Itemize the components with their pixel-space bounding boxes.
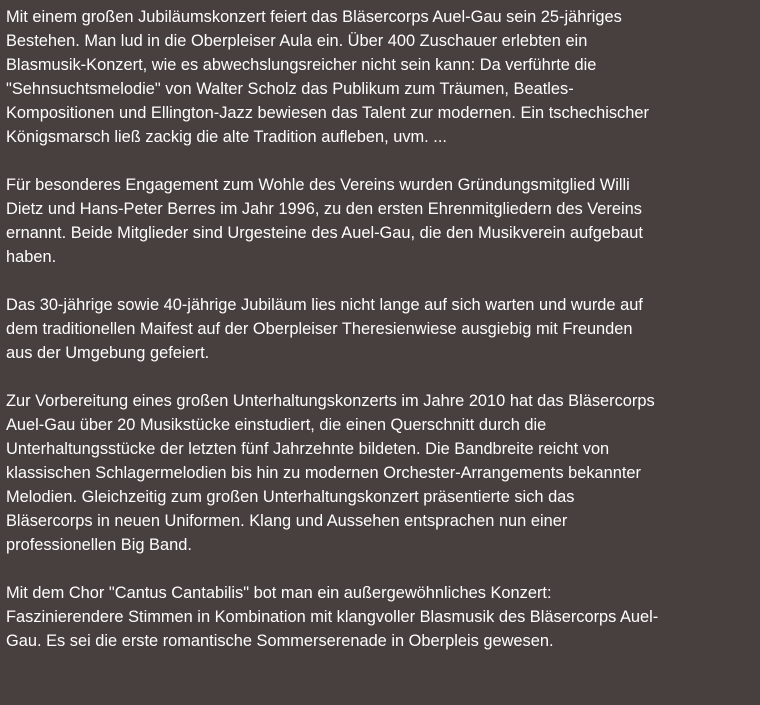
paragraph-choir-concert: Mit dem Chor "Cantus Cantabilis" bot man ein außergewöhnliches Konzert: Faszinierendere Stimmen in Kombination mit klangvoller Blasmusik des Bläsercorps Auel- Gau. Es sei die erste romantische Sommerserenade in Oberpleis gewesen.: [6, 584, 659, 650]
paragraph-honorary-members: Für besonderes Engagement zum Wohle des Vereins wurden Gründungsmitglied Willi Dietz und Hans-Peter Berres im Jahr 1996, zu den ersten Ehrenmitgliedern des Vereins ernannt. Beide Mitglieder sind Urgesteine des Auel-Gau, die den Musikverein aufgebaut haben.: [6, 176, 643, 266]
paragraph-entertainment-concert: Zur Vorbereitung eines großen Unterhaltungskonzerts im Jahre 2010 hat das Bläsercorps Auel-Gau über 20 Musikstücke einstudiert, die einen Querschnitt durch die Unterhaltungsstücke der letzten fünf Jahrzehnte bildeten. Die Bandbreite reicht von klassischen Schlagermelodien bis hin zu modernen Orchester-Arrangements bekannter Melodien. Gleichzeitig zum großen Unterhaltungskonzert präsentierte sich das Bläsercorps in neuen Uniformen. Klang und Aussehen entsprachen nun einer professionellen Big Band.: [6, 392, 655, 554]
paragraph-anniversaries: Das 30-jährige sowie 40-jährige Jubiläum lies nicht lange auf sich warten und wurde auf dem traditionellen Maifest auf der Oberpleiser Theresienwiese ausgiebig mit Freunden aus der Umgebung gefeiert.: [6, 296, 643, 362]
paragraph-jubilee-concert: Mit einem großen Jubiläumskonzert feiert das Bläsercorps Auel-Gau sein 25-jähriges Bestehen. Man lud in die Oberpleiser Aula ein. Über 400 Zuschauer erlebten ein Blasmusik-Konzert, wie es abwechslungsreicher nicht sein kann: Da verführte die "Sehnsuchtsmelodie" von Walter Scholz das Publikum zum Träumen, Beatles- Kompositionen und Ellington-Jazz bewiesen das Talent zur modernen. Ein tschechischer Königsmarsch ließ zackig die alte Tradition aufleben, uvm. ...: [6, 8, 649, 146]
